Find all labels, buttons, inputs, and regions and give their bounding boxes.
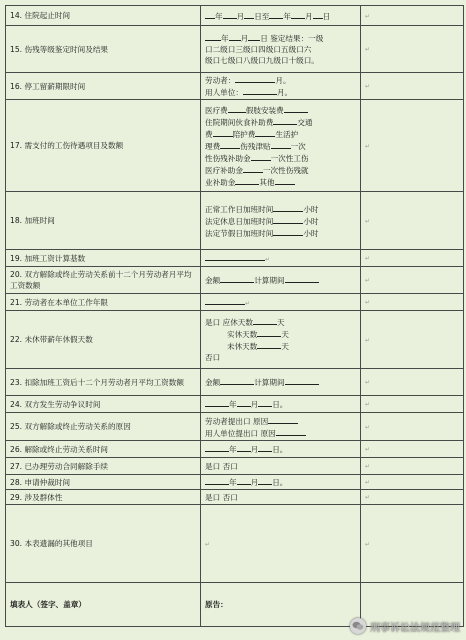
applicant-label: 原告： <box>201 583 361 627</box>
row-20 <box>6 267 464 294</box>
row-label: 29. 涉及群体性 <box>6 490 201 505</box>
row-24 <box>6 396 464 413</box>
row-value[interactable]: ↵ <box>201 505 361 583</box>
row-value: 年 月 日。 <box>201 475 361 490</box>
row-19 <box>6 250 464 267</box>
row-label: 30. 本表遗漏的其他项目 <box>6 505 201 583</box>
row-28 <box>6 475 464 490</box>
row-note[interactable]: ↵ <box>361 505 464 583</box>
row-15 <box>6 26 464 73</box>
row-label: 17. 需支付的工伤待遇项目及数额 <box>6 100 201 192</box>
row-label: 15. 伤残等级鉴定时间及结果 <box>6 26 201 73</box>
row-value: 医疗费 假肢安装费 住院期间伙食补助费 交通 费 陪护费 生活护 理费 伤残津贴 一次 性伤残补助金 一次性工伤 医疗补助金 一次性伤残就 业补助金 其他 <box>201 100 361 192</box>
row-value: 年 月 日 鉴定结果：一级 口二级口三级口四级口五级口六 级口七级口八级口九级口十级口。 <box>201 26 361 73</box>
row-note[interactable]: ↵ <box>361 490 464 505</box>
row-note[interactable]: ↵ <box>361 294 464 311</box>
row-value: 金额 计算期间 <box>201 267 361 294</box>
row-25 <box>6 413 464 441</box>
row-16 <box>6 73 464 100</box>
row-note[interactable]: ↵ <box>361 192 464 250</box>
row-note[interactable]: ↵ <box>361 100 464 192</box>
row-note[interactable]: ↵ <box>361 6 464 26</box>
watermark <box>350 618 460 634</box>
row-18 <box>6 192 464 250</box>
row-label: 21. 劳动者在本单位工作年限 <box>6 294 201 311</box>
row-note[interactable]: ↵ <box>361 441 464 458</box>
row-note[interactable]: ↵ <box>361 311 464 369</box>
row-label: 27. 已办理劳动合同解除手续 <box>6 458 201 475</box>
row-30 <box>6 505 464 583</box>
row-label: 20. 双方解除或终止劳动关系前十二个月劳动者月平均工资数额 <box>6 267 201 294</box>
row-14 <box>6 6 464 26</box>
row-27 <box>6 458 464 475</box>
row-23 <box>6 369 464 396</box>
row-value: 劳动者提出口 原因 用人单位提出口 原因 <box>201 413 361 441</box>
row-note[interactable]: ↵ <box>361 458 464 475</box>
row-note[interactable]: ↵ <box>361 475 464 490</box>
row-label: 22. 未休带薪年休假天数 <box>6 311 201 369</box>
row-note[interactable]: ↵ <box>361 267 464 294</box>
watermark-text: 刑事诉讼法规范整理 <box>370 622 460 634</box>
row-29 <box>6 490 464 505</box>
row-label: 26. 解除或终止劳动关系时间 <box>6 441 201 458</box>
row-value: 正常工作日加班时间 小时 法定休息日加班时间 小时 法定节假日加班时间 小时 <box>201 192 361 250</box>
row-value: 金额 计算期间 <box>201 369 361 396</box>
row-note[interactable]: ↵ <box>361 26 464 73</box>
row-label: 23. 扣除加班工资后十二个月劳动者月平均工资数额 <box>6 369 201 396</box>
row-label: 16. 停工留薪期限时间 <box>6 73 201 100</box>
row-note[interactable]: ↵ <box>361 369 464 396</box>
row-label: 25. 双方解除或终止劳动关系的原因 <box>6 413 201 441</box>
row-label: 28. 申请仲裁时间 <box>6 475 201 490</box>
row-22 <box>6 311 464 369</box>
row-value: 年 月 日至 年 月 日 <box>201 6 361 26</box>
row-value: 劳动者： 月。 用人单位： 月。 <box>201 73 361 100</box>
row-note[interactable]: ↵ <box>361 250 464 267</box>
row-note[interactable]: ↵ <box>361 396 464 413</box>
row-value: ↵ <box>201 294 361 311</box>
row-value: 年 月 日。 <box>201 441 361 458</box>
row-label: 14. 住院起止时间 <box>6 6 201 26</box>
row-value: ↵ <box>201 250 361 267</box>
row-note[interactable]: ↵ <box>361 73 464 100</box>
filler-signature-label: 填表人（签字、盖章） <box>6 583 201 627</box>
row-21 <box>6 294 464 311</box>
row-value: 是口 否口 <box>201 490 361 505</box>
wechat-icon <box>350 618 366 634</box>
row-label: 24. 双方发生劳动争议时间 <box>6 396 201 413</box>
row-17 <box>6 100 464 192</box>
row-value: 是口 应休天数 天 实休天数 天 未休天数 天 否口 <box>201 311 361 369</box>
row-label: 19. 加班工资计算基数 <box>6 250 201 267</box>
form-table <box>5 5 464 627</box>
row-value: 年 月 日。 <box>201 396 361 413</box>
row-label: 18. 加班时间 <box>6 192 201 250</box>
row-26 <box>6 441 464 458</box>
row-value: 是口 否口 <box>201 458 361 475</box>
row-note[interactable]: ↵ <box>361 413 464 441</box>
